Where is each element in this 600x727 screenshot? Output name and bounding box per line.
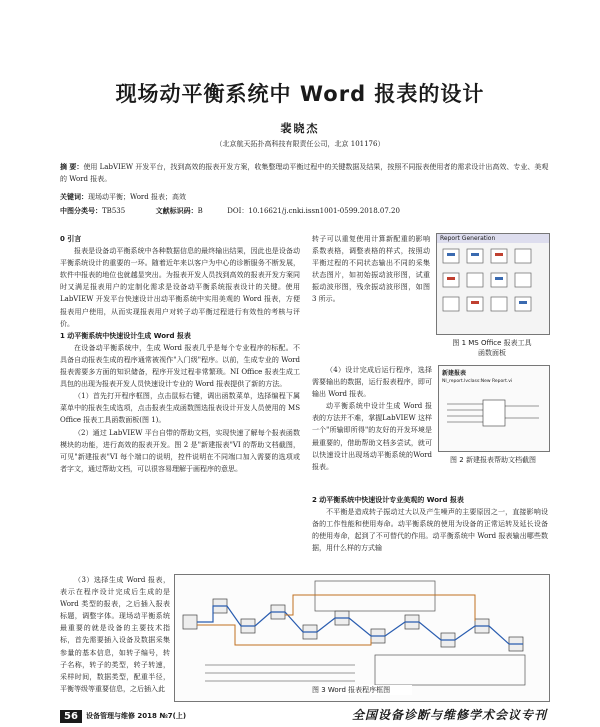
right-column-bottom: [312, 494, 548, 554]
doccode-value: B: [197, 207, 203, 215]
author: 裴晓杰: [280, 122, 320, 135]
right-column-mid: [312, 364, 432, 473]
figure-3-caption: 图 3 Word 报表程序框图: [312, 685, 412, 695]
block-diagram-wires: [175, 575, 547, 699]
abstract: [60, 161, 550, 185]
left-column-bottom: [60, 574, 170, 695]
paragraph: （1）首先打开程序框图，点击鼠标右键，调出函数菜单，选择编程下属菜单中的报表生成选项，点击报表生成函数图选报表设计开发人员使用的 MS Office 报表工具函数面板(图 1)。: [60, 392, 300, 425]
figure-3-block-diagram: [174, 574, 550, 702]
figure-2-caption: 图 2 新建报表帮助文档截图: [450, 456, 536, 464]
keywords-text: 现场动平衡；Word 报表；高效: [88, 193, 186, 201]
paper-title: 现场动平衡系统中 Word 报表的设计: [115, 82, 485, 106]
journal-name: 设备管理与维修 2018 №7(上): [86, 712, 187, 720]
figure-1-palette: [436, 233, 550, 335]
abstract-text: 使用 LabVIEW 开发平台，找到高效的报表开发方案，收集整理动平衡过程中的关键数据及结果，按照不同报表使用者的需求设计出高效、专业、美观的 Word 报表。: [60, 163, 549, 183]
paragraph: 不平衡是造成转子振动过大以及产生噪声的主要原因之一，直接影响设备的工作性能和使用寿命。动平衡系统的使用为设备的正常运转及延长设备的使用寿命，起到了不可替代的作用。动平衡系统中 Word 报表输出哪些数据，用什么样的方式输: [312, 508, 548, 553]
classification-line: [60, 205, 550, 217]
help-header: 新建报表: [442, 370, 467, 377]
paragraph: （4）设计完成后运行程序，选择需要输出的数据，运行报表程序，即可输出 Word 报表。: [312, 366, 432, 399]
clc-label: 中图分类号：: [60, 207, 102, 215]
paragraph: 动平衡系统中设计生成 Word 报表的方法并不难，掌握LabVIEW 这样一个"所输即所得"的友好的开发环境是最重要的，借助帮助文档多尝试，就可以快速设计出现场动平衡系统的Word 报表。: [312, 402, 432, 471]
section-1-heading: 1 动平衡系统中快速设计生成 Word 报表: [60, 331, 191, 340]
keywords-label: 关键词：: [60, 193, 88, 201]
keywords: [60, 191, 550, 203]
paragraph: 报表是设备动平衡系统中各种数据信息的最终输出结果，因此也是设备动平衡系统设计的重要的一环。随着近年来以客户为中心的诊断服务不断发展，软件中报表的地位也就越显突出。为报表开发人员找到高效的报表开发方案同时又满足报表用户的定制化需求是设备动平衡系统报表设计的关键。使用 LabVIEW 开发平台快速设计出动平衡系统中实用美观的 Word 报表，方便报表用户使用，从而实现报表用户对转子动平衡过程进行有效性的考核与评价。: [60, 247, 300, 328]
abstract-label: 摘 要：: [60, 163, 84, 171]
help-diagram: [439, 384, 547, 444]
doi: DOI：10.16621/j.cnki.issn1001-0599.2018.07.20: [227, 207, 400, 215]
page-number: 56: [60, 710, 82, 723]
right-column-top: [312, 233, 430, 306]
palette-icons: [437, 243, 547, 329]
paragraph: 在设备动平衡系统中，生成 Word 报表几乎是每个专业程序的标配。不具备自动报表生成的程序通常被视作"入门级"程序。以前，生成专业的 Word 报表需要多方面的知识储备，程序开发过程非常繁琐。NI Office 报表生成工具包的出现为报表开发人员快速设计专业的 Word 报表提供了新的方法。: [60, 343, 300, 389]
section-0-heading: 0 引言: [60, 235, 82, 243]
paragraph: 转子可以重复使用计算新配重的影响系数表格，调整表格的样式，按照动平衡过程的不同状态输出不同的采集状态图片，如初始振动波形图，试重振动波形图，残余振动波形图，如图 3 所示。: [312, 235, 430, 304]
fig1-caption-line1: 图 1 MS Office 报表工具: [452, 339, 532, 347]
section-2-heading: 2 动平衡系统中快速设计专业美观的 Word 报表: [312, 496, 464, 504]
help-vi-name: NI_report.lvclass:New Report.vi: [442, 379, 513, 384]
doccode-label: 文献标识码：: [155, 207, 198, 215]
clc-value: TB535: [102, 207, 126, 215]
paragraph: （3）选择生成 Word 报表，表示在程序设计完成后生成的是 Word 类型的报表，之后插入报表标题，调整字体。现场动平衡系统最重要的就是设备的主要技术指标，首先需要插入设备及数据采集参量的基本信息，如转子编号，转子名称，转子的类型，转子转速，采样时间，数据类型，配重半径，平衡等级等重要信息，之后插入此: [60, 576, 170, 693]
figure-1-caption: [436, 338, 548, 358]
fig1-caption-line2: 函数面板: [478, 349, 506, 357]
journal-slogan: 全国设备诊断与维修学术会议专刊: [352, 708, 548, 722]
paragraph: （2）通过 LabVIEW 平台自带的帮助文档，实现快速了解每个报表函数模块的功能，进行高效的报表开发。图 2 是"新建报表"VI 的帮助文档截图，可见"新建报表"VI 每个端口的说明，控件说明在不同端口加入需要的选项或者字文，通过帮助文档，可以很容易理解于画程序的意思。: [60, 428, 300, 473]
left-column: [60, 233, 300, 475]
palette-title: Report Generation: [437, 234, 549, 243]
figure-2-help: [438, 365, 550, 452]
affiliation: （北京航天拓扑高科技有限责任公司，北京 101176）: [215, 140, 385, 148]
